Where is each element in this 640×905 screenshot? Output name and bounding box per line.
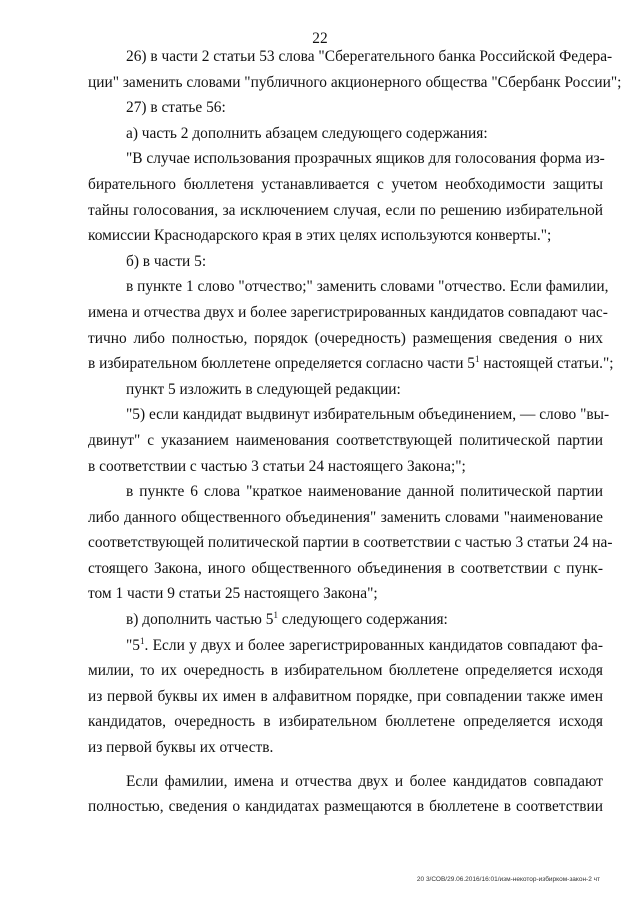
text-line: "В случае использования прозрачных ящиков для голосования форма из- xyxy=(126,150,605,168)
text-line: б) в части 5: xyxy=(126,252,207,270)
text-line: в пункте 6 слова "краткое наименование данной политической партии xyxy=(126,483,603,501)
text-line: имена и отчества двух и более зарегистрированных кандидатов совпадают час- xyxy=(88,303,608,321)
page-number: 22 xyxy=(312,30,328,47)
text-line: тайны голосования, за исключением случая, если по решению избирательной xyxy=(88,201,603,219)
text-line: ции" заменить словами "публичного акционерного общества "Сбербанк России"; xyxy=(88,73,622,91)
text-line: в избирательном бюллетене определяется согласно части $5^1$ настоящей статьи."; xyxy=(88,354,614,373)
text-line: в) дополнить частью $5^1$ следующего содержания: xyxy=(126,610,448,629)
text-line: комиссии Краснодарского края в этих целях используются конверты."; xyxy=(88,227,552,245)
text-line: полностью, сведения о кандидатах размещаются в бюллетене в соответствии xyxy=(88,798,603,816)
text-line: "5) если кандидат выдвинут избирательным объединением, — слово "вы- xyxy=(126,406,610,424)
text-line: из первой буквы их имен в алфавитном порядке, при совпадении также имен xyxy=(88,687,603,705)
text-line: в пункте 1 слово "отчество;" заменить словами "отчество. Если фамилии, xyxy=(126,278,609,296)
superscript-one: 1 xyxy=(474,354,480,365)
text-line: Если фамилии, имена и отчества двух и более кандидатов совпадают xyxy=(126,772,603,790)
text-line: милии, то их очередность в избирательном бюллетене определяется исходя xyxy=(88,662,603,680)
text-line: тично либо полностью, порядок (очередность) размещения сведения о них xyxy=(88,329,603,347)
superscript-one: 1 xyxy=(139,635,145,646)
text-line: в соответствии с частью 3 статьи 24 настоящего Закона;"; xyxy=(88,457,466,475)
text-line: пункт 5 изложить в следующей редакции: xyxy=(126,380,401,398)
text-line: двинут" с указанием наименования соответствующей политической партии xyxy=(88,431,603,449)
footer-file-reference: 20 3/СОВ/29.06.2016/16:01/изм-некотор-избирком-закон-2 чт xyxy=(416,876,600,883)
text-line: бирательного бюллетеня устанавливается с учетом необходимости защиты xyxy=(88,175,603,193)
text-line: кандидатов, очередность в избирательном бюллетене определяется исходя xyxy=(88,713,603,731)
text-line: либо данного общественного объединения" заменить словами "наименование xyxy=(88,508,603,526)
text-line: том 1 части 9 статьи 25 настоящего Закона"; xyxy=(88,585,378,603)
text-line: 27) в статье 56: xyxy=(126,99,226,117)
text-line: из первой буквы их отчеств. xyxy=(88,739,274,757)
text-line: "$5^1$. Если у двух и более зарегистрированных кандидатов совпадают фа- xyxy=(126,635,603,654)
text-line: 26) в части 2 статьи 53 слова "Сберегательного банка Российской Федера- xyxy=(126,48,613,65)
text-line: а) часть 2 дополнить абзацем следующего содержания: xyxy=(126,124,488,142)
text-line: соответствующей политической партии в соответствии с частью 3 статьи 24 на- xyxy=(88,534,613,552)
text-line: стоящего Закона, иного общественного объединения в соответствии с пунк- xyxy=(88,559,603,577)
superscript-one: 1 xyxy=(273,610,278,621)
document-body xyxy=(88,44,622,820)
